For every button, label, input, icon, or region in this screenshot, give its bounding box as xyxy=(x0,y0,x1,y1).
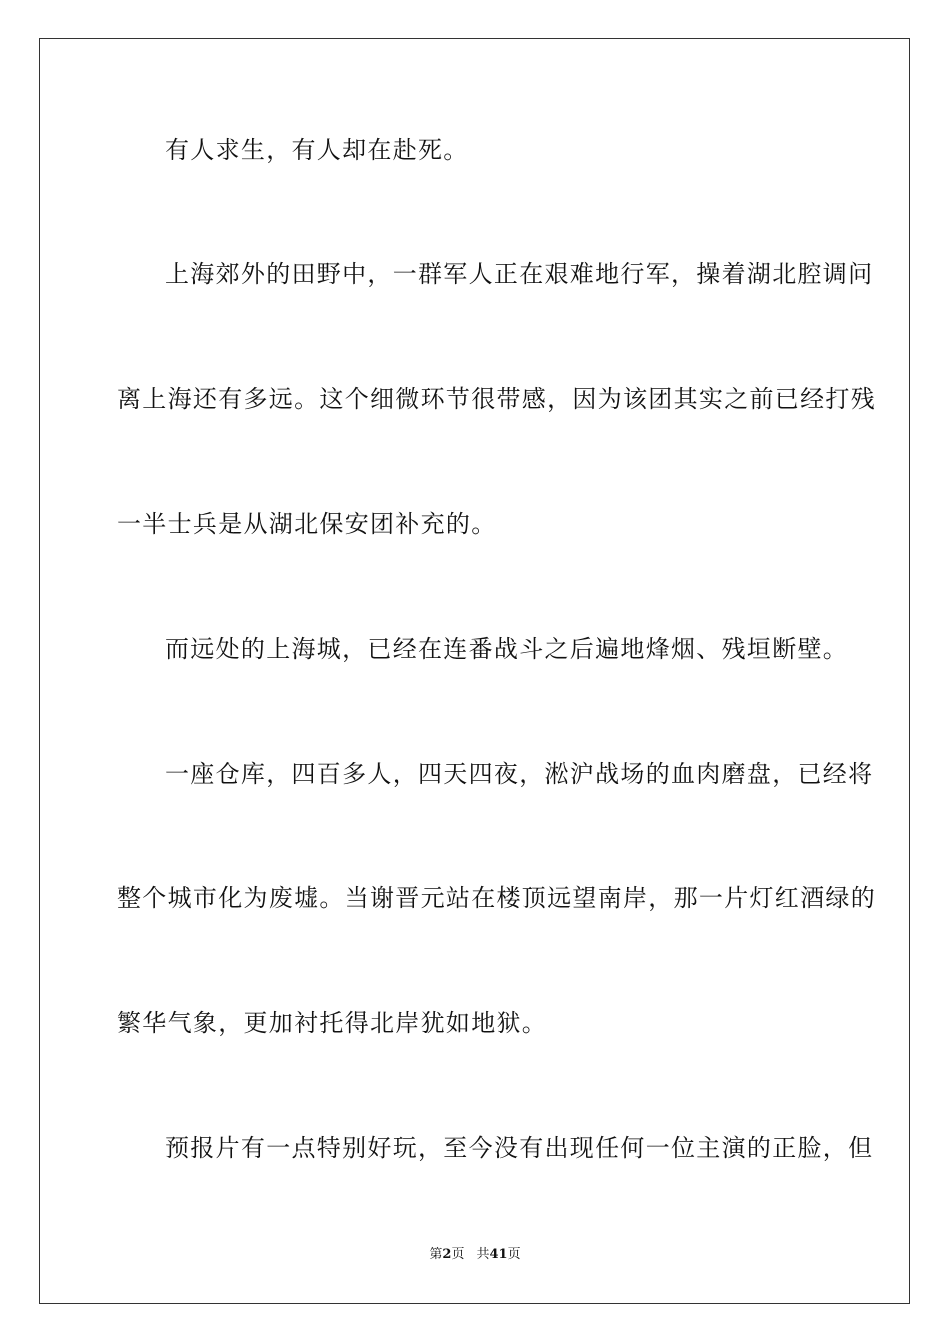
paragraph-line: 离上海还有多远。这个细微环节很带感，因为该团其实之前已经打残 xyxy=(117,385,876,413)
paragraph-line: 预报片有一点特别好玩，至今没有出现任何一位主演的正脸，但 xyxy=(165,1134,874,1162)
total-prefix: 共 xyxy=(476,1247,490,1262)
paragraph-line: 一座仓库，四百多人，四天四夜，淞沪战场的血肉磨盘，已经将 xyxy=(165,760,874,788)
paragraph-line: 整个城市化为废墟。当谢晋元站在楼顶远望南岸，那一片灯红酒绿的 xyxy=(117,884,876,912)
page-suffix: 页 xyxy=(451,1247,465,1262)
page-border xyxy=(39,38,910,1304)
page-prefix: 第 xyxy=(429,1247,443,1262)
paragraph-line: 繁华气象，更加衬托得北岸犹如地狱。 xyxy=(117,1009,548,1037)
page-footer xyxy=(0,1246,950,1264)
paragraph-line: 一半士兵是从湖北保安团补充的。 xyxy=(117,510,497,538)
paragraph-line: 上海郊外的田野中，一群军人正在艰难地行军，操着湖北腔调问 xyxy=(165,260,874,288)
total-suffix: 页 xyxy=(507,1247,521,1262)
paragraph-line: 有人求生，有人却在赴死。 xyxy=(165,136,469,164)
total-pages: 41 xyxy=(489,1247,508,1262)
page-number: 2 xyxy=(442,1247,452,1262)
paragraph-line: 而远处的上海城，已经在连番战斗之后遍地烽烟、残垣断壁。 xyxy=(165,635,849,663)
